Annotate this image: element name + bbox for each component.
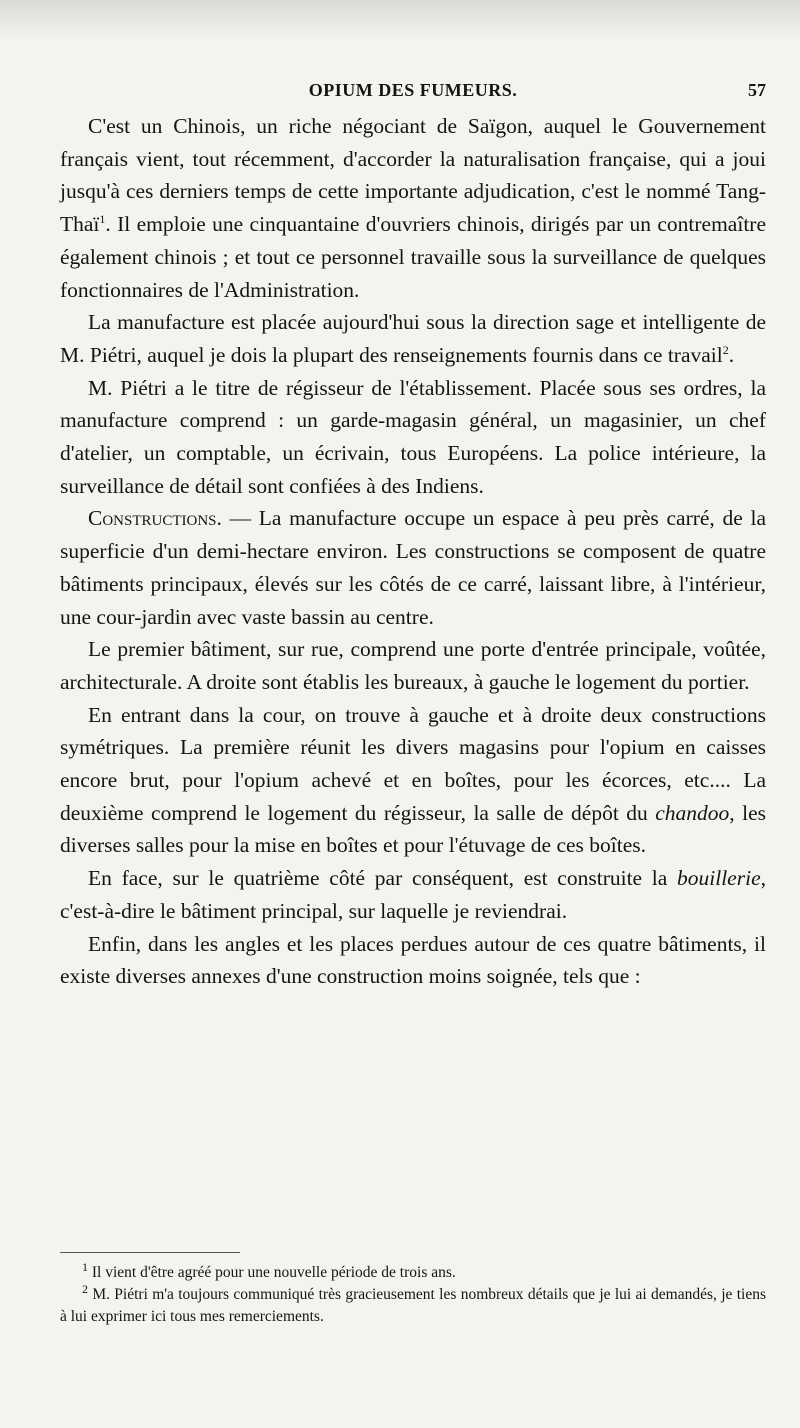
page-number: 57 bbox=[748, 80, 766, 100]
footnote-divider bbox=[60, 1252, 240, 1253]
running-head: OPIUM DES FUMEURS. bbox=[308, 80, 518, 100]
footnote-mark-1: 1 bbox=[82, 1259, 88, 1274]
footnote-ref-1: 1 bbox=[99, 211, 106, 226]
footnotes bbox=[60, 1259, 766, 1328]
page-header bbox=[60, 80, 766, 106]
section-heading: Constructions. bbox=[88, 506, 222, 531]
footnote-mark-2: 2 bbox=[82, 1281, 88, 1296]
paragraph-1: C'est un Chinois, un riche négociant de Saïgon, auquel le Gouvernement français vient, tout récemment, d'accorder la naturalisation française, qui a joui jusqu'à ces derniers temps de cette importante adjudication, c'est le nommé Tang-Thaï$^1$. Il emploie une cinquantaine d'ouvriers chinois, dirigés par un contremaître également chinois ; et tout ce personnel travaille sous la surveillance de quelques fonctionnaires de l'Administration. bbox=[60, 114, 766, 302]
paragraph-6: En entrant dans la cour, on trouve à gauche et à droite deux constructions symétriques. La première réunit les divers magasins pour l'opium en caisses encore brut, pour l'opium achevé et en boîtes, pour les écorces, etc.... La deuxième comprend le logement du régisseur, la salle de dépôt du chandoo, les diverses salles pour la mise en boîtes et pour l'étuvage de ces boîtes. bbox=[60, 702, 766, 858]
italic-term: bouillerie bbox=[677, 866, 761, 891]
footnote-1: $^1$ Il vient d'être agréé pour une nouvelle période de trois ans. bbox=[82, 1259, 456, 1281]
footnote-2: $^2$ M. Piétri m'a toujours communiqué très gracieusement les nombreux détails que je lui ai demandés, je tiens à lui exprimer ici tous mes remerciements. bbox=[60, 1281, 766, 1325]
paragraph-8: Enfin, dans les angles et les places perdues autour de ces quatre bâtiments, il existe diverses annexes d'une construction moins soignée, tels que : bbox=[60, 931, 766, 989]
paragraph-7: En face, sur le quatrième côté par conséquent, est construite la bouillerie, c'est-à-dire le bâtiment principal, sur laquelle je reviendrai. bbox=[60, 866, 766, 923]
paragraph-2: La manufacture est placée aujourd'hui sous la direction sage et intelligente de M. Piétri, auquel je dois la plupart des renseignements fournis dans ce travail$^2$. bbox=[60, 310, 766, 367]
italic-term: chandoo bbox=[655, 800, 730, 825]
body-text bbox=[60, 110, 766, 993]
paragraph-4: Constructions. — La manufacture occupe un espace à peu près carré, de la superficie d'un demi-hectare environ. Les constructions se composent de quatre bâtiments principaux, élevés sur les côtés de ce carré, laissant libre, à l'intérieur, une cour-jardin avec vaste bassin au centre. bbox=[60, 506, 766, 629]
footnote-ref-2: 2 bbox=[722, 342, 729, 357]
paragraph-5: Le premier bâtiment, sur rue, comprend une porte d'entrée principale, voûtée, architecturale. A droite sont établis les bureaux, à gauche le logement du portier. bbox=[60, 637, 766, 694]
paragraph-3: M. Piétri a le titre de régisseur de l'établissement. Placée sous ses ordres, la manufacture comprend : un garde-magasin général, un magasinier, un chef d'atelier, un comptable, un écrivain, tous Européens. La police intérieure, la surveillance de détail sont confiées à des Indiens. bbox=[60, 375, 766, 498]
